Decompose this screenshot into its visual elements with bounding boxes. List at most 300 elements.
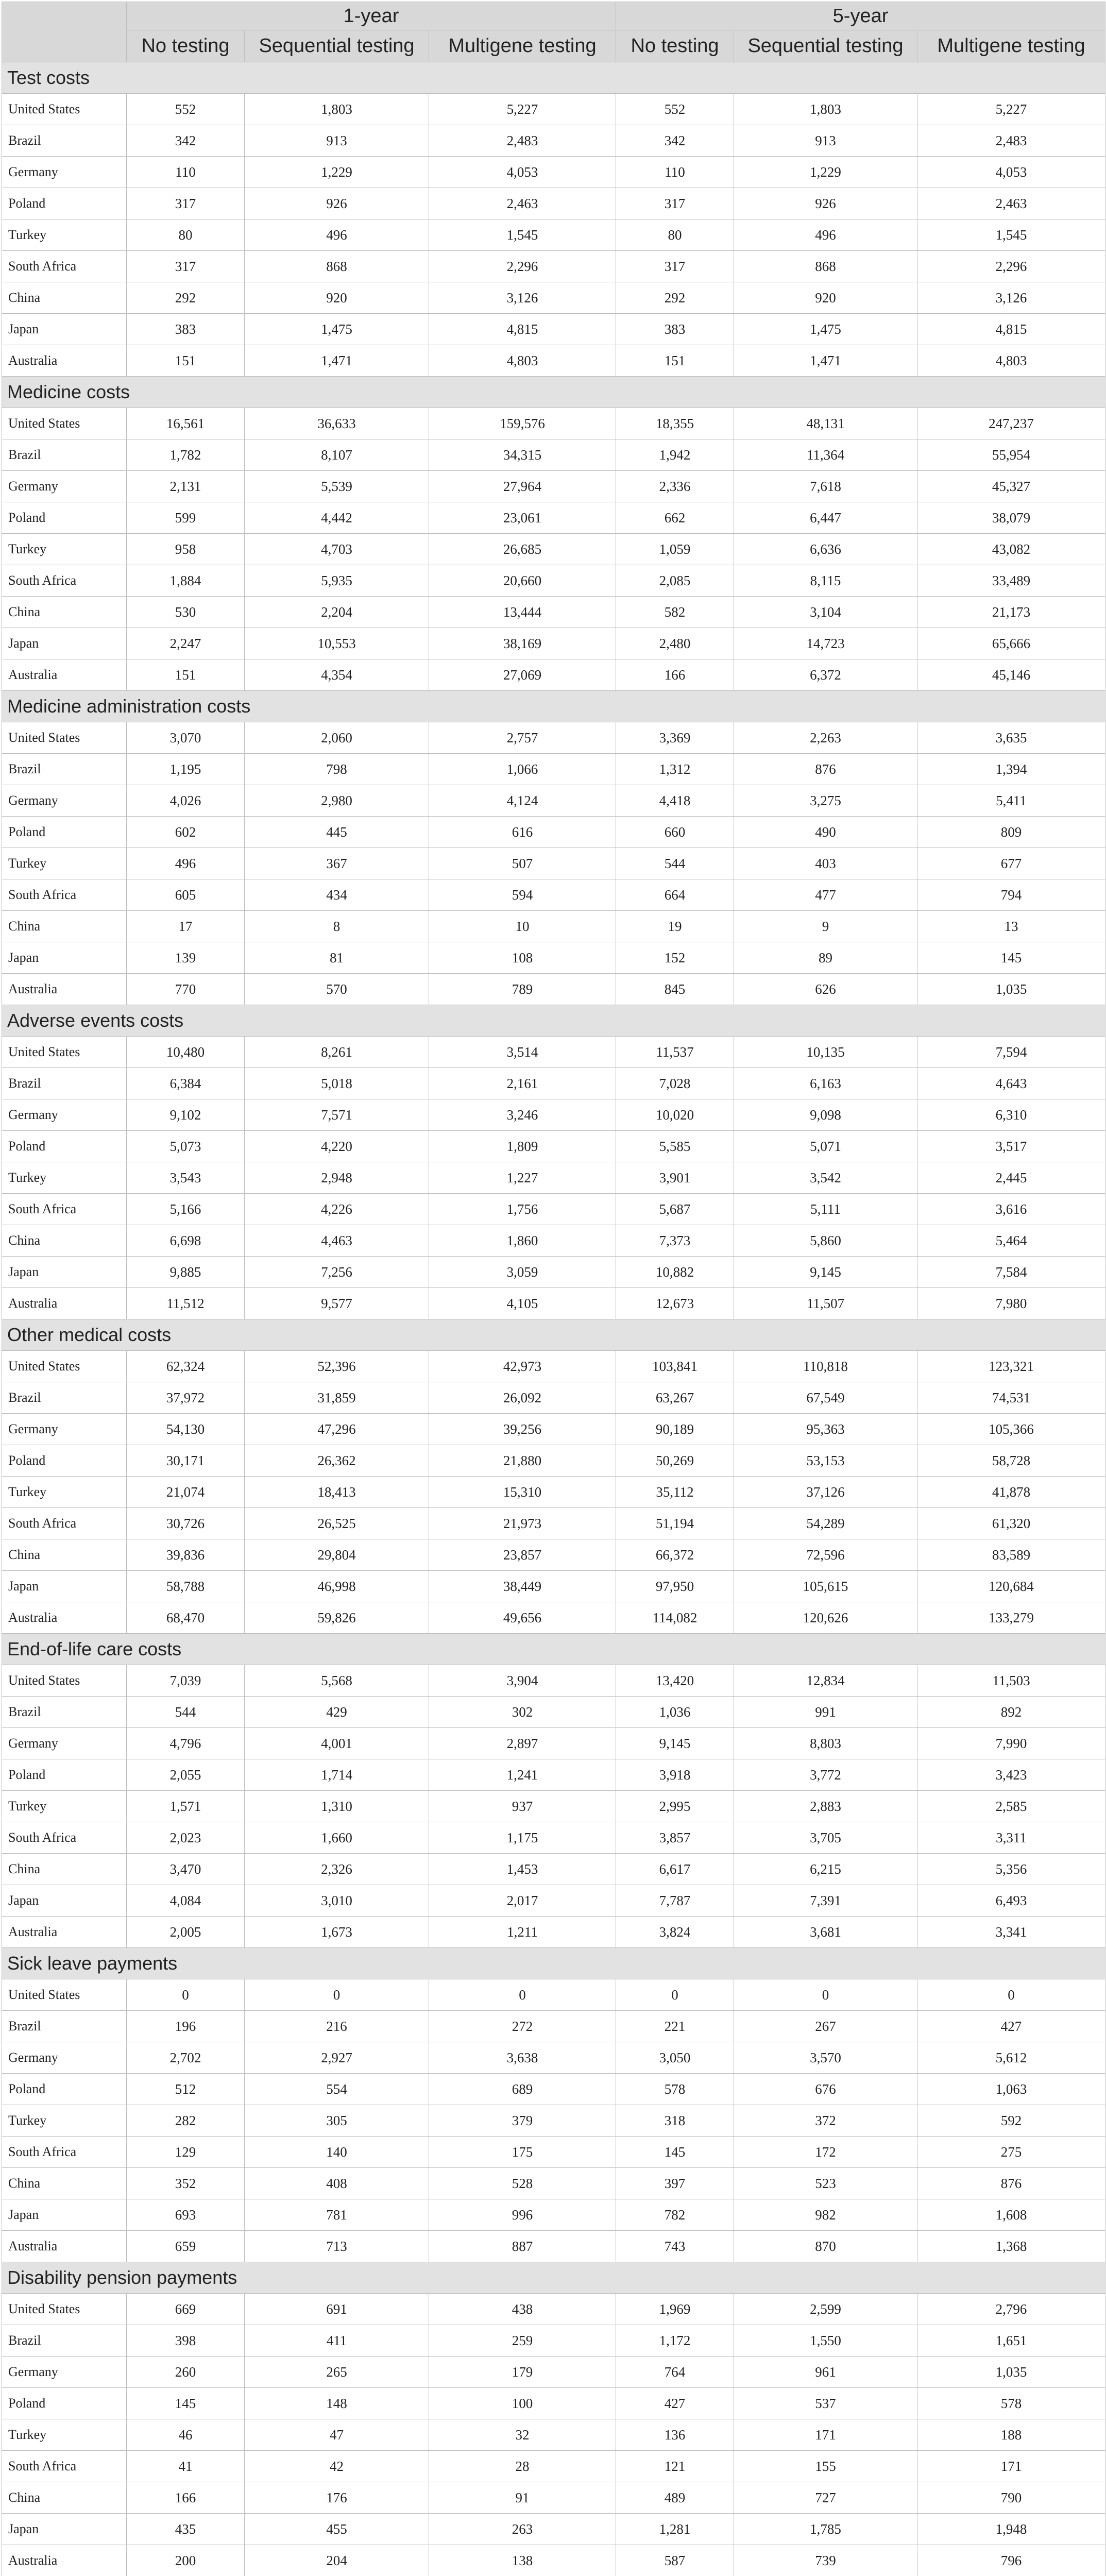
country-cell: Japan	[2, 1257, 127, 1288]
value-cell: 544	[127, 1697, 245, 1728]
value-cell: 105,615	[734, 1571, 917, 1602]
value-cell: 1,809	[429, 1131, 616, 1162]
country-cell: Germany	[2, 1728, 127, 1759]
value-cell: 11,364	[734, 439, 917, 471]
table-row	[2, 1979, 1105, 2011]
country-cell: Poland	[2, 188, 127, 219]
value-cell: 45,327	[917, 471, 1105, 502]
country-cell: Turkey	[2, 2419, 127, 2451]
value-cell: 3,904	[429, 1665, 616, 1697]
country-cell: South Africa	[2, 879, 127, 911]
value-cell: 342	[616, 125, 734, 157]
table-row	[2, 157, 1105, 188]
value-cell: 3,126	[429, 282, 616, 314]
value-cell: 7,571	[245, 1099, 429, 1131]
value-cell: 913	[734, 125, 917, 157]
country-cell: Japan	[2, 942, 127, 974]
value-cell: 259	[429, 2325, 616, 2357]
country-cell: South Africa	[2, 1508, 127, 1539]
country-cell: Poland	[2, 2388, 127, 2419]
value-cell: 920	[734, 282, 917, 314]
table-row	[2, 1571, 1105, 1602]
value-cell: 496	[734, 219, 917, 251]
value-cell: 15,310	[429, 1477, 616, 1508]
value-cell: 798	[245, 754, 429, 785]
table-row	[2, 879, 1105, 911]
value-cell: 110	[127, 157, 245, 188]
table-row	[2, 2011, 1105, 2042]
value-cell: 148	[245, 2388, 429, 2419]
value-cell: 996	[429, 2199, 616, 2231]
value-cell: 1,803	[245, 94, 429, 125]
value-cell: 789	[429, 974, 616, 1005]
value-cell: 554	[245, 2074, 429, 2105]
section-title: Other medical costs	[2, 1319, 1105, 1351]
value-cell: 790	[917, 2482, 1105, 2514]
value-cell: 582	[616, 597, 734, 628]
value-cell: 1,195	[127, 754, 245, 785]
value-cell: 1,571	[127, 1791, 245, 1822]
country-cell: Brazil	[2, 2011, 127, 2042]
value-cell: 578	[917, 2388, 1105, 2419]
section-header-row	[2, 377, 1105, 408]
value-cell: 0	[127, 1979, 245, 2011]
value-cell: 61,320	[917, 1508, 1105, 1539]
value-cell: 599	[127, 502, 245, 534]
value-cell: 6,447	[734, 502, 917, 534]
value-cell: 7,787	[616, 1885, 734, 1917]
value-cell: 1,782	[127, 439, 245, 471]
value-cell: 2,055	[127, 1759, 245, 1791]
value-cell: 151	[127, 345, 245, 377]
value-cell: 537	[734, 2388, 917, 2419]
value-cell: 4,001	[245, 1728, 429, 1759]
value-cell: 4,418	[616, 785, 734, 817]
table-row	[2, 94, 1105, 125]
value-cell: 33,489	[917, 565, 1105, 597]
table-row	[2, 1728, 1105, 1759]
value-cell: 587	[616, 2545, 734, 2576]
value-cell: 30,726	[127, 1508, 245, 1539]
value-cell: 1,310	[245, 1791, 429, 1822]
value-cell: 63,267	[616, 1382, 734, 1414]
value-cell: 23,857	[429, 1539, 616, 1571]
value-cell: 260	[127, 2357, 245, 2388]
value-cell: 5,111	[734, 1194, 917, 1225]
value-cell: 97,950	[616, 1571, 734, 1602]
value-cell: 496	[245, 219, 429, 251]
value-cell: 6,310	[917, 1099, 1105, 1131]
country-cell: United States	[2, 1665, 127, 1697]
table-row	[2, 1885, 1105, 1917]
value-cell: 602	[127, 817, 245, 848]
table-row	[2, 502, 1105, 534]
value-cell: 489	[616, 2482, 734, 2514]
value-cell: 4,803	[917, 345, 1105, 377]
value-cell: 32	[429, 2419, 616, 2451]
country-cell: South Africa	[2, 2451, 127, 2482]
value-cell: 438	[429, 2294, 616, 2325]
value-cell: 3,543	[127, 1162, 245, 1194]
table-row	[2, 345, 1105, 377]
value-cell: 713	[245, 2231, 429, 2262]
value-cell: 544	[616, 848, 734, 879]
value-cell: 429	[245, 1697, 429, 1728]
value-cell: 876	[917, 2168, 1105, 2199]
value-cell: 5,018	[245, 1068, 429, 1099]
country-cell: United States	[2, 2294, 127, 2325]
country-cell: Japan	[2, 2514, 127, 2545]
value-cell: 2,263	[734, 722, 917, 754]
value-cell: 204	[245, 2545, 429, 2576]
value-cell: 95,363	[734, 1414, 917, 1445]
value-cell: 62,324	[127, 1351, 245, 1382]
value-cell: 247,237	[917, 408, 1105, 439]
country-cell: Germany	[2, 471, 127, 502]
value-cell: 12,673	[616, 1288, 734, 1319]
value-cell: 592	[917, 2105, 1105, 2137]
value-cell: 605	[127, 879, 245, 911]
value-cell: 140	[245, 2137, 429, 2168]
value-cell: 3,514	[429, 1037, 616, 1068]
value-cell: 870	[734, 2231, 917, 2262]
value-cell: 2,483	[917, 125, 1105, 157]
value-cell: 3,918	[616, 1759, 734, 1791]
value-cell: 272	[429, 2011, 616, 2042]
value-cell: 9,885	[127, 1257, 245, 1288]
table-row	[2, 1414, 1105, 1445]
table-row	[2, 219, 1105, 251]
value-cell: 38,079	[917, 502, 1105, 534]
table-row	[2, 314, 1105, 345]
value-cell: 28	[429, 2451, 616, 2482]
table-row	[2, 2482, 1105, 2514]
column-header-row	[2, 30, 1105, 62]
value-cell: 868	[734, 251, 917, 282]
table-row	[2, 2451, 1105, 2482]
section-header-row	[2, 1634, 1105, 1665]
value-cell: 1,368	[917, 2231, 1105, 2262]
table-row	[2, 1759, 1105, 1791]
value-cell: 5,585	[616, 1131, 734, 1162]
value-cell: 3,010	[245, 1885, 429, 1917]
value-cell: 1,281	[616, 2514, 734, 2545]
value-cell: 31,859	[245, 1382, 429, 1414]
value-cell: 121	[616, 2451, 734, 2482]
value-cell: 427	[616, 2388, 734, 2419]
value-cell: 496	[127, 848, 245, 879]
country-cell: Brazil	[2, 1068, 127, 1099]
value-cell: 8,107	[245, 439, 429, 471]
value-cell: 523	[734, 2168, 917, 2199]
value-cell: 26,362	[245, 1445, 429, 1477]
country-cell: Australia	[2, 345, 127, 377]
value-cell: 80	[127, 219, 245, 251]
value-cell: 2,980	[245, 785, 429, 817]
table-body	[2, 62, 1105, 2576]
value-cell: 2,995	[616, 1791, 734, 1822]
country-cell: Turkey	[2, 1162, 127, 1194]
country-cell: Germany	[2, 1099, 127, 1131]
value-cell: 11,503	[917, 1665, 1105, 1697]
value-cell: 42	[245, 2451, 429, 2482]
country-cell: South Africa	[2, 2137, 127, 2168]
value-cell: 8	[245, 911, 429, 942]
value-cell: 3,616	[917, 1194, 1105, 1225]
country-cell: Poland	[2, 502, 127, 534]
value-cell: 490	[734, 817, 917, 848]
value-cell: 578	[616, 2074, 734, 2105]
section-title: Adverse events costs	[2, 1005, 1105, 1037]
value-cell: 4,803	[429, 345, 616, 377]
section-title: Medicine administration costs	[2, 691, 1105, 722]
table-row	[2, 1508, 1105, 1539]
table-row	[2, 817, 1105, 848]
value-cell: 991	[734, 1697, 917, 1728]
country-cell: Turkey	[2, 848, 127, 879]
value-cell: 1,471	[734, 345, 917, 377]
country-cell: China	[2, 597, 127, 628]
value-cell: 317	[616, 188, 734, 219]
value-cell: 10,135	[734, 1037, 917, 1068]
table-row	[2, 628, 1105, 659]
value-cell: 1,394	[917, 754, 1105, 785]
value-cell: 6,636	[734, 534, 917, 565]
value-cell: 3,126	[917, 282, 1105, 314]
table-row	[2, 1288, 1105, 1319]
value-cell: 171	[917, 2451, 1105, 2482]
value-cell: 196	[127, 2011, 245, 2042]
value-cell: 528	[429, 2168, 616, 2199]
value-cell: 669	[127, 2294, 245, 2325]
value-cell: 552	[616, 94, 734, 125]
value-cell: 145	[616, 2137, 734, 2168]
value-cell: 727	[734, 2482, 917, 2514]
value-cell: 58,788	[127, 1571, 245, 1602]
country-cell: China	[2, 1854, 127, 1885]
value-cell: 6,384	[127, 1068, 245, 1099]
value-cell: 110	[616, 157, 734, 188]
value-cell: 0	[245, 1979, 429, 2011]
country-cell: Australia	[2, 974, 127, 1005]
value-cell: 13,420	[616, 1665, 734, 1697]
value-cell: 81	[245, 942, 429, 974]
value-cell: 1,312	[616, 754, 734, 785]
value-cell: 175	[429, 2137, 616, 2168]
table-row	[2, 2231, 1105, 2262]
value-cell: 100	[429, 2388, 616, 2419]
country-cell: Turkey	[2, 534, 127, 565]
table-row	[2, 1539, 1105, 1571]
value-cell: 937	[429, 1791, 616, 1822]
value-cell: 65,666	[917, 628, 1105, 659]
value-cell: 3,542	[734, 1162, 917, 1194]
value-cell: 913	[245, 125, 429, 157]
value-cell: 2,296	[429, 251, 616, 282]
value-cell: 383	[616, 314, 734, 345]
value-cell: 2,326	[245, 1854, 429, 1885]
value-cell: 5,071	[734, 1131, 917, 1162]
value-cell: 7,391	[734, 1885, 917, 1917]
value-cell: 2,023	[127, 1822, 245, 1854]
value-cell: 171	[734, 2419, 917, 2451]
value-cell: 455	[245, 2514, 429, 2545]
value-cell: 2,927	[245, 2042, 429, 2074]
value-cell: 11,507	[734, 1288, 917, 1319]
value-cell: 16,561	[127, 408, 245, 439]
country-cell: Australia	[2, 1288, 127, 1319]
table-row	[2, 1194, 1105, 1225]
column-header: No testing	[127, 30, 245, 62]
value-cell: 342	[127, 125, 245, 157]
column-header: Multigene testing	[429, 30, 616, 62]
country-cell: Japan	[2, 314, 127, 345]
table-row	[2, 1131, 1105, 1162]
value-cell: 34,315	[429, 439, 616, 471]
value-cell: 1,241	[429, 1759, 616, 1791]
value-cell: 4,703	[245, 534, 429, 565]
table-row	[2, 2168, 1105, 2199]
value-cell: 8,261	[245, 1037, 429, 1068]
value-cell: 2,131	[127, 471, 245, 502]
value-cell: 7,990	[917, 1728, 1105, 1759]
value-cell: 90,189	[616, 1414, 734, 1445]
value-cell: 10,553	[245, 628, 429, 659]
value-cell: 2,883	[734, 1791, 917, 1822]
value-cell: 59,826	[245, 1602, 429, 1634]
value-cell: 2,757	[429, 722, 616, 754]
value-cell: 2,463	[917, 188, 1105, 219]
value-cell: 926	[734, 188, 917, 219]
value-cell: 52,396	[245, 1351, 429, 1382]
value-cell: 7,373	[616, 1225, 734, 1257]
country-cell: South Africa	[2, 1194, 127, 1225]
value-cell: 37,126	[734, 1477, 917, 1508]
section-title: Medicine costs	[2, 377, 1105, 408]
value-cell: 512	[127, 2074, 245, 2105]
country-cell: Poland	[2, 2074, 127, 2105]
value-cell: 796	[917, 2545, 1105, 2576]
value-cell: 5,464	[917, 1225, 1105, 1257]
value-cell: 552	[127, 94, 245, 125]
value-cell: 139	[127, 942, 245, 974]
country-cell: Germany	[2, 2357, 127, 2388]
value-cell: 20,660	[429, 565, 616, 597]
value-cell: 13,444	[429, 597, 616, 628]
value-cell: 9,577	[245, 1288, 429, 1319]
value-cell: 10,020	[616, 1099, 734, 1131]
value-cell: 0	[616, 1979, 734, 2011]
table-row	[2, 974, 1105, 1005]
country-cell: China	[2, 1539, 127, 1571]
value-cell: 4,124	[429, 785, 616, 817]
value-cell: 662	[616, 502, 734, 534]
column-header: No testing	[616, 30, 734, 62]
value-cell: 4,796	[127, 1728, 245, 1759]
value-cell: 1,673	[245, 1917, 429, 1948]
table-row	[2, 439, 1105, 471]
value-cell: 445	[245, 817, 429, 848]
value-cell: 9,102	[127, 1099, 245, 1131]
country-cell: China	[2, 911, 127, 942]
value-cell: 403	[734, 848, 917, 879]
value-cell: 352	[127, 2168, 245, 2199]
table-header	[2, 2, 1105, 62]
value-cell: 3,275	[734, 785, 917, 817]
value-cell: 594	[429, 879, 616, 911]
value-cell: 2,085	[616, 565, 734, 597]
value-cell: 120,626	[734, 1602, 917, 1634]
table-row	[2, 2042, 1105, 2074]
country-cell: Japan	[2, 1885, 127, 1917]
value-cell: 0	[917, 1979, 1105, 2011]
value-cell: 265	[245, 2357, 429, 2388]
value-cell: 176	[245, 2482, 429, 2514]
value-cell: 4,815	[429, 314, 616, 345]
value-cell: 2,483	[429, 125, 616, 157]
country-cell: Poland	[2, 817, 127, 848]
value-cell: 1,884	[127, 565, 245, 597]
value-cell: 41	[127, 2451, 245, 2482]
value-cell: 739	[734, 2545, 917, 2576]
table-row	[2, 1351, 1105, 1382]
value-cell: 188	[917, 2419, 1105, 2451]
value-cell: 958	[127, 534, 245, 565]
value-cell: 876	[734, 754, 917, 785]
country-cell: Australia	[2, 2545, 127, 2576]
value-cell: 691	[245, 2294, 429, 2325]
value-cell: 305	[245, 2105, 429, 2137]
value-cell: 9,098	[734, 1099, 917, 1131]
value-cell: 4,463	[245, 1225, 429, 1257]
table-row	[2, 565, 1105, 597]
value-cell: 292	[616, 282, 734, 314]
value-cell: 676	[734, 2074, 917, 2105]
value-cell: 282	[127, 2105, 245, 2137]
value-cell: 13	[917, 911, 1105, 942]
value-cell: 2,702	[127, 2042, 245, 2074]
value-cell: 138	[429, 2545, 616, 2576]
table-row	[2, 597, 1105, 628]
value-cell: 2,005	[127, 1917, 245, 1948]
value-cell: 46	[127, 2419, 245, 2451]
value-cell: 7,980	[917, 1288, 1105, 1319]
value-cell: 4,053	[429, 157, 616, 188]
value-cell: 54,130	[127, 1414, 245, 1445]
value-cell: 8,115	[734, 565, 917, 597]
table-row	[2, 1445, 1105, 1477]
value-cell: 1,756	[429, 1194, 616, 1225]
value-cell: 5,568	[245, 1665, 429, 1697]
country-cell: Japan	[2, 628, 127, 659]
value-cell: 26,525	[245, 1508, 429, 1539]
value-cell: 30,171	[127, 1445, 245, 1477]
value-cell: 2,017	[429, 1885, 616, 1917]
value-cell: 770	[127, 974, 245, 1005]
value-cell: 9	[734, 911, 917, 942]
value-cell: 5,687	[616, 1194, 734, 1225]
value-cell: 892	[917, 1697, 1105, 1728]
value-cell: 5,227	[917, 94, 1105, 125]
value-cell: 41,878	[917, 1477, 1105, 1508]
country-cell: United States	[2, 1037, 127, 1068]
value-cell: 1,063	[917, 2074, 1105, 2105]
value-cell: 67,549	[734, 1382, 917, 1414]
value-cell: 221	[616, 2011, 734, 2042]
column-header: Sequential testing	[245, 30, 429, 62]
value-cell: 659	[127, 2231, 245, 2262]
group-header-5-year: 5-year	[616, 2, 1105, 30]
